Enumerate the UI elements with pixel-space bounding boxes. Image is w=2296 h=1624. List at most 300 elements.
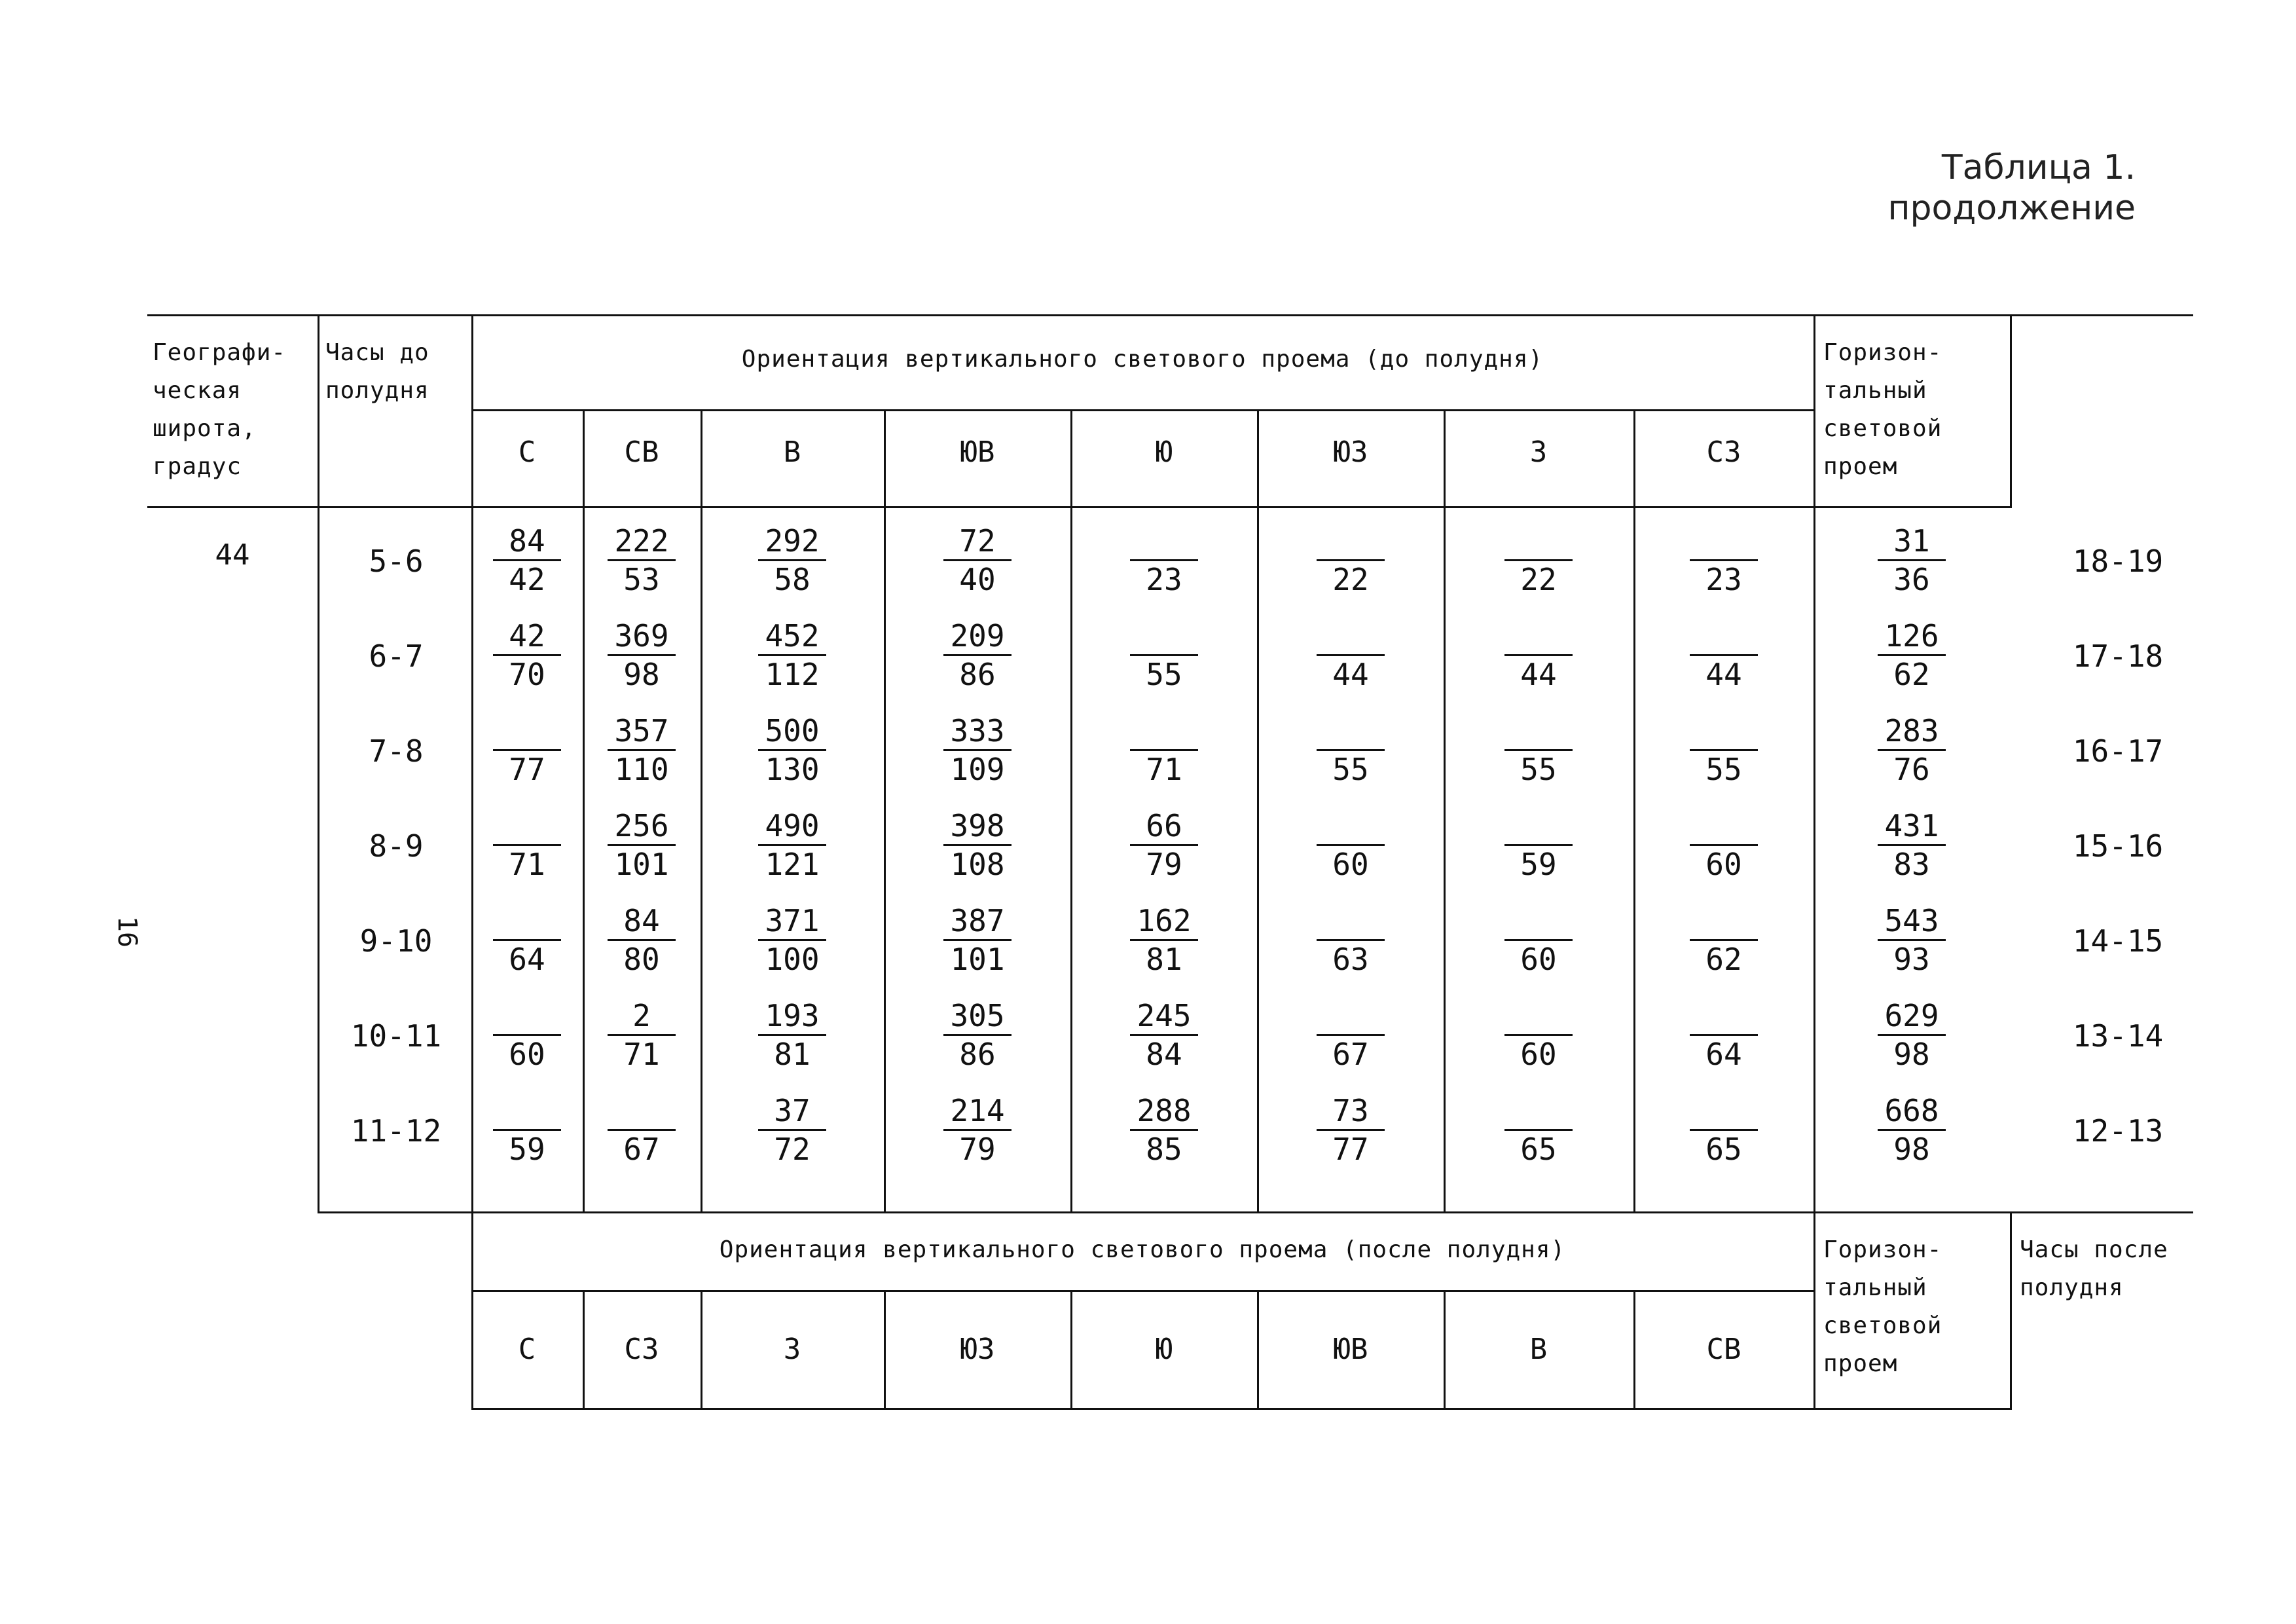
fraction-numerator: 357 xyxy=(614,713,669,748)
fraction-bar xyxy=(1878,1034,1946,1036)
fraction-numerator xyxy=(596,1094,687,1128)
fraction-denominator: 98 xyxy=(623,657,660,692)
fraction-denominator: 101 xyxy=(614,847,669,882)
fraction-numerator: 162 xyxy=(1137,903,1192,938)
fraction-numerator: 431 xyxy=(1884,808,1939,843)
fraction-bar xyxy=(1690,559,1758,561)
fraction-cell xyxy=(1493,904,1584,976)
fraction-bar xyxy=(1504,1034,1573,1036)
fraction-bar xyxy=(943,939,1011,941)
fraction-denominator: 60 xyxy=(1520,942,1557,977)
fraction-cell xyxy=(746,619,838,692)
direction-after-4: ЮЗ xyxy=(960,1333,995,1366)
fraction-cell xyxy=(1118,714,1210,786)
fraction-cell xyxy=(1305,904,1396,976)
fraction-denominator: 71 xyxy=(623,1037,660,1072)
fraction-bar xyxy=(1690,1129,1758,1131)
fraction-cell xyxy=(932,999,1023,1071)
fraction-denominator: 80 xyxy=(623,942,660,977)
fraction-cell xyxy=(1678,904,1770,976)
fraction-numerator: 2 xyxy=(632,998,651,1033)
fraction-cell xyxy=(1305,714,1396,786)
fraction-denominator: 60 xyxy=(1705,847,1742,882)
fraction-numerator xyxy=(1305,999,1396,1033)
fraction-bar xyxy=(1504,1129,1573,1131)
fraction-bar xyxy=(608,844,676,846)
fraction-numerator xyxy=(1678,714,1770,748)
fraction-denominator: 110 xyxy=(614,752,669,787)
hours-after-header: Часы после полудня xyxy=(2020,1236,2168,1301)
fraction-cell xyxy=(1678,524,1770,597)
fraction-cell xyxy=(1678,999,1770,1071)
fraction-cell xyxy=(1493,524,1584,597)
hours-after-value: 12-13 xyxy=(2072,1113,2164,1149)
fraction-denominator: 53 xyxy=(623,562,660,597)
direction-before-3: В xyxy=(783,435,801,469)
fraction-denominator: 121 xyxy=(765,847,820,882)
orientation-before-header: Ориентация вертикального светового проема (до полудня) xyxy=(741,346,1544,373)
fraction-numerator xyxy=(1493,904,1584,938)
fraction-numerator: 668 xyxy=(1884,1093,1939,1128)
orientation-after-header: Ориентация вертикального светового проема (после полудня) xyxy=(719,1236,1566,1263)
fraction-cell xyxy=(1493,1094,1584,1166)
fraction-denominator: 79 xyxy=(1146,847,1182,882)
fraction-numerator: 490 xyxy=(765,808,820,843)
fraction-cell xyxy=(1118,904,1210,976)
fraction-denominator: 22 xyxy=(1332,562,1369,597)
fraction-bar xyxy=(758,939,826,941)
fraction-cell xyxy=(1866,809,1958,881)
fraction-bar xyxy=(1317,749,1385,751)
direction-after-7: В xyxy=(1529,1333,1548,1366)
fraction-denominator: 98 xyxy=(1893,1132,1930,1167)
fraction-cell xyxy=(1305,1094,1396,1166)
fraction-cell xyxy=(1118,1094,1210,1166)
hours-after-value: 13-14 xyxy=(2072,1018,2164,1054)
hours-after-value: 14-15 xyxy=(2072,923,2164,959)
fraction-bar xyxy=(493,1034,561,1036)
fraction-numerator: 288 xyxy=(1137,1093,1192,1128)
fraction-denominator: 55 xyxy=(1332,752,1369,787)
fraction-cell xyxy=(596,809,687,881)
fraction-denominator: 63 xyxy=(1332,942,1369,977)
fraction-denominator: 93 xyxy=(1893,942,1930,977)
fraction-bar xyxy=(943,1034,1011,1036)
fraction-bar xyxy=(1130,1129,1198,1131)
fraction-numerator xyxy=(1493,809,1584,843)
fraction-bar xyxy=(1690,749,1758,751)
fraction-numerator: 333 xyxy=(950,713,1005,748)
fraction-denominator: 72 xyxy=(774,1132,811,1167)
horizontal-header: Горизон- тальный световой проем xyxy=(1823,339,1942,480)
fraction-bar xyxy=(943,1129,1011,1131)
fraction-denominator: 44 xyxy=(1520,657,1557,692)
fraction-bar xyxy=(1130,939,1198,941)
fraction-denominator: 100 xyxy=(765,942,820,977)
fraction-bar xyxy=(608,654,676,656)
fraction-bar xyxy=(1690,1034,1758,1036)
fraction-numerator: 84 xyxy=(509,523,545,559)
direction-before-5: Ю xyxy=(1155,435,1173,469)
rule-col-9-after xyxy=(2010,1211,2012,1410)
fraction-numerator: 292 xyxy=(765,523,820,559)
rule-orient-before xyxy=(471,409,1813,411)
fraction-denominator: 58 xyxy=(774,562,811,597)
fraction-denominator: 22 xyxy=(1520,562,1557,597)
fraction-denominator: 76 xyxy=(1893,752,1930,787)
fraction-cell xyxy=(1493,619,1584,692)
fraction-numerator: 66 xyxy=(1146,808,1182,843)
fraction-numerator xyxy=(481,1094,573,1128)
fraction-numerator: 387 xyxy=(950,903,1005,938)
rule-col-2 xyxy=(701,409,702,1213)
fraction-bar xyxy=(1690,939,1758,941)
fraction-denominator: 55 xyxy=(1520,752,1557,787)
fraction-bar xyxy=(1130,559,1198,561)
direction-after-2: СЗ xyxy=(624,1333,659,1366)
rule-col-8 xyxy=(1813,314,1815,1410)
hours-before-value: 5-6 xyxy=(369,544,424,579)
fraction-numerator xyxy=(1305,714,1396,748)
direction-before-6: ЮЗ xyxy=(1333,435,1368,469)
fraction-cell xyxy=(932,809,1023,881)
fraction-cell xyxy=(596,619,687,692)
fraction-denominator: 81 xyxy=(774,1037,811,1072)
fraction-denominator: 86 xyxy=(959,1037,996,1072)
fraction-bar xyxy=(943,749,1011,751)
fraction-denominator: 62 xyxy=(1705,942,1742,977)
fraction-numerator: 398 xyxy=(950,808,1005,843)
fraction-denominator: 44 xyxy=(1705,657,1742,692)
fraction-cell xyxy=(596,1094,687,1166)
fraction-denominator: 55 xyxy=(1705,752,1742,787)
fraction-bar xyxy=(1130,1034,1198,1036)
fraction-bar xyxy=(493,559,561,561)
fraction-numerator xyxy=(1118,714,1210,748)
fraction-denominator: 70 xyxy=(509,657,545,692)
fraction-numerator: 42 xyxy=(509,618,545,654)
fraction-numerator xyxy=(1118,524,1210,558)
caption-subtitle: продолжение xyxy=(1887,189,2136,228)
fraction-cell xyxy=(932,524,1023,597)
direction-before-7: З xyxy=(1529,435,1548,469)
fraction-numerator: 369 xyxy=(614,618,669,654)
hours-before-value: 10-11 xyxy=(350,1018,442,1054)
fraction-numerator: 371 xyxy=(765,903,820,938)
fraction-numerator xyxy=(1493,619,1584,653)
fraction-denominator: 79 xyxy=(959,1132,996,1167)
fraction-numerator: 126 xyxy=(1884,618,1939,654)
hours-before-value: 8-9 xyxy=(369,828,424,864)
fraction-bar xyxy=(1878,844,1946,846)
hours-before-value: 9-10 xyxy=(359,923,433,959)
fraction-bar xyxy=(608,1034,676,1036)
fraction-numerator: 500 xyxy=(765,713,820,748)
fraction-cell xyxy=(1866,714,1958,786)
fraction-numerator xyxy=(481,714,573,748)
fraction-cell xyxy=(1678,1094,1770,1166)
fraction-denominator: 83 xyxy=(1893,847,1930,882)
fraction-bar xyxy=(608,1129,676,1131)
fraction-denominator: 55 xyxy=(1146,657,1182,692)
fraction-cell xyxy=(481,1094,573,1166)
fraction-cell xyxy=(596,714,687,786)
fraction-bar xyxy=(943,559,1011,561)
fraction-denominator: 59 xyxy=(509,1132,545,1167)
fraction-denominator: 77 xyxy=(509,752,545,787)
fraction-numerator xyxy=(1678,809,1770,843)
fraction-cell xyxy=(932,619,1023,692)
fraction-denominator: 98 xyxy=(1893,1037,1930,1072)
fraction-denominator: 67 xyxy=(623,1132,660,1167)
fraction-denominator: 23 xyxy=(1146,562,1182,597)
fraction-cell xyxy=(1678,619,1770,692)
fraction-numerator xyxy=(1305,524,1396,558)
fraction-bar xyxy=(1317,559,1385,561)
direction-before-1: С xyxy=(518,435,536,469)
fraction-bar xyxy=(1504,844,1573,846)
fraction-numerator xyxy=(1678,619,1770,653)
rule-col-6 xyxy=(1444,409,1446,1213)
fraction-cell xyxy=(1305,619,1396,692)
fraction-bar xyxy=(1504,559,1573,561)
rule-col-7-after xyxy=(1633,1290,1635,1408)
fraction-numerator xyxy=(1678,999,1770,1033)
fraction-numerator xyxy=(1678,524,1770,558)
fraction-bar xyxy=(758,1034,826,1036)
table-caption xyxy=(1888,147,2136,229)
fraction-bar xyxy=(493,749,561,751)
fraction-bar xyxy=(1317,939,1385,941)
fraction-cell xyxy=(746,809,838,881)
fraction-cell xyxy=(1493,999,1584,1071)
fraction-cell xyxy=(1866,1094,1958,1166)
fraction-numerator xyxy=(1118,619,1210,653)
fraction-numerator xyxy=(1493,999,1584,1033)
hours-before-value: 7-8 xyxy=(369,733,424,769)
fraction-cell xyxy=(1866,904,1958,976)
fraction-cell xyxy=(481,619,573,692)
fraction-bar xyxy=(1878,654,1946,656)
fraction-bar xyxy=(1317,844,1385,846)
fraction-numerator: 245 xyxy=(1137,998,1192,1033)
fraction-denominator: 108 xyxy=(950,847,1005,882)
fraction-cell xyxy=(746,714,838,786)
fraction-denominator: 64 xyxy=(509,942,545,977)
direction-after-6: ЮВ xyxy=(1333,1333,1368,1366)
rule-col-1-after xyxy=(583,1290,585,1408)
solar-radiation-table xyxy=(147,314,2193,1421)
fraction-numerator: 73 xyxy=(1332,1093,1369,1128)
fraction-numerator xyxy=(1493,524,1584,558)
fraction-bar xyxy=(493,654,561,656)
rule-col-4-after xyxy=(1070,1290,1072,1408)
fraction-bar xyxy=(1504,939,1573,941)
rule-orient-after xyxy=(471,1290,1813,1292)
fraction-bar xyxy=(1504,749,1573,751)
fraction-bar xyxy=(1317,654,1385,656)
fraction-denominator: 86 xyxy=(959,657,996,692)
fraction-denominator: 112 xyxy=(765,657,820,692)
fraction-denominator: 59 xyxy=(1520,847,1557,882)
fraction-cell xyxy=(1118,999,1210,1071)
fraction-bar xyxy=(1878,939,1946,941)
fraction-cell xyxy=(932,714,1023,786)
fraction-numerator: 305 xyxy=(950,998,1005,1033)
latitude-value: 44 xyxy=(215,538,250,572)
fraction-bar xyxy=(758,654,826,656)
fraction-cell xyxy=(1866,524,1958,597)
hours-before-value: 6-7 xyxy=(369,638,424,674)
fraction-numerator: 222 xyxy=(614,523,669,559)
fraction-denominator: 65 xyxy=(1705,1132,1742,1167)
fraction-numerator: 214 xyxy=(950,1093,1005,1128)
direction-after-3: З xyxy=(783,1333,801,1366)
rule-latitude-right xyxy=(318,314,319,1213)
rule-col-5 xyxy=(1257,409,1259,1213)
direction-after-1: С xyxy=(518,1333,536,1366)
fraction-numerator xyxy=(1305,809,1396,843)
fraction-denominator: 62 xyxy=(1893,657,1930,692)
direction-after-8: СВ xyxy=(1706,1333,1741,1366)
fraction-bar xyxy=(758,1129,826,1131)
fraction-cell xyxy=(1118,524,1210,597)
rule-col-9 xyxy=(2010,314,2012,508)
fraction-cell xyxy=(481,714,573,786)
fraction-bar xyxy=(1690,844,1758,846)
fraction-denominator: 71 xyxy=(1146,752,1182,787)
fraction-denominator: 77 xyxy=(1332,1132,1369,1167)
hours-before-value: 11-12 xyxy=(350,1113,442,1149)
fraction-cell xyxy=(481,904,573,976)
fraction-cell xyxy=(1866,619,1958,692)
fraction-denominator: 36 xyxy=(1893,562,1930,597)
rule-col-7 xyxy=(1633,409,1635,1213)
fraction-cell xyxy=(1678,714,1770,786)
fraction-numerator: 72 xyxy=(959,523,996,559)
fraction-cell xyxy=(932,904,1023,976)
rule-col-3-after xyxy=(884,1290,886,1408)
fraction-cell xyxy=(1493,809,1584,881)
fraction-cell xyxy=(596,524,687,597)
horizontal-after-header: Горизон- тальный световой проем xyxy=(1823,1236,1942,1377)
hours-after-value: 18-19 xyxy=(2072,544,2164,579)
fraction-bar xyxy=(1130,654,1198,656)
fraction-bar xyxy=(758,559,826,561)
fraction-numerator xyxy=(1493,714,1584,748)
fraction-denominator: 101 xyxy=(950,942,1005,977)
fraction-denominator: 40 xyxy=(959,562,996,597)
fraction-numerator: 283 xyxy=(1884,713,1939,748)
fraction-bar xyxy=(1130,749,1198,751)
fraction-denominator: 71 xyxy=(509,847,545,882)
fraction-numerator xyxy=(481,904,573,938)
fraction-denominator: 130 xyxy=(765,752,820,787)
fraction-numerator: 193 xyxy=(765,998,820,1033)
fraction-denominator: 44 xyxy=(1332,657,1369,692)
fraction-numerator xyxy=(481,999,573,1033)
fraction-numerator xyxy=(481,809,573,843)
direction-before-2: СВ xyxy=(624,435,659,469)
fraction-cell xyxy=(746,904,838,976)
fraction-bar xyxy=(943,844,1011,846)
fraction-numerator: 37 xyxy=(774,1093,811,1128)
fraction-bar xyxy=(1317,1129,1385,1131)
fraction-numerator: 84 xyxy=(623,903,660,938)
fraction-denominator: 84 xyxy=(1146,1037,1182,1072)
rule-col-1 xyxy=(583,409,585,1213)
fraction-numerator xyxy=(1678,904,1770,938)
fraction-denominator: 60 xyxy=(509,1037,545,1072)
direction-before-8: СЗ xyxy=(1706,435,1741,469)
hours-after-value: 15-16 xyxy=(2072,828,2164,864)
fraction-numerator xyxy=(1493,1094,1584,1128)
hours-after-value: 17-18 xyxy=(2072,638,2164,674)
fraction-bar xyxy=(1130,844,1198,846)
fraction-cell xyxy=(481,809,573,881)
direction-before-4: ЮВ xyxy=(960,435,995,469)
fraction-cell xyxy=(596,904,687,976)
fraction-bar xyxy=(608,749,676,751)
latitude-header: Географи- ческая широта, градус xyxy=(153,339,287,480)
fraction-denominator: 42 xyxy=(509,562,545,597)
direction-after-5: Ю xyxy=(1155,1333,1173,1366)
rule-col-5-after xyxy=(1257,1290,1259,1408)
fraction-bar xyxy=(758,844,826,846)
fraction-cell xyxy=(932,1094,1023,1166)
fraction-cell xyxy=(746,999,838,1071)
fraction-cell xyxy=(1305,524,1396,597)
fraction-bar xyxy=(1504,654,1573,656)
fraction-denominator: 85 xyxy=(1146,1132,1182,1167)
fraction-bar xyxy=(1878,559,1946,561)
fraction-bar xyxy=(943,654,1011,656)
fraction-cell xyxy=(1678,809,1770,881)
rule-top xyxy=(147,314,2193,316)
fraction-bar xyxy=(758,749,826,751)
fraction-numerator xyxy=(1305,619,1396,653)
rule-col-2-after xyxy=(701,1290,702,1408)
fraction-cell xyxy=(746,1094,838,1166)
fraction-numerator: 31 xyxy=(1893,523,1930,559)
rule-col-6-after xyxy=(1444,1290,1446,1408)
fraction-cell xyxy=(481,524,573,597)
fraction-bar xyxy=(493,844,561,846)
fraction-numerator: 629 xyxy=(1884,998,1939,1033)
fraction-cell xyxy=(746,524,838,597)
fraction-bar xyxy=(493,939,561,941)
hours-after-value: 16-17 xyxy=(2072,733,2164,769)
fraction-denominator: 67 xyxy=(1332,1037,1369,1072)
fraction-numerator xyxy=(1678,1094,1770,1128)
hours-before-header: Часы до полудня xyxy=(325,339,429,404)
fraction-denominator: 23 xyxy=(1705,562,1742,597)
page-number: 16 xyxy=(112,915,143,948)
fraction-bar xyxy=(1878,749,1946,751)
rule-body-bottom xyxy=(318,1211,2193,1213)
fraction-denominator: 60 xyxy=(1332,847,1369,882)
fraction-denominator: 109 xyxy=(950,752,1005,787)
fraction-bar xyxy=(608,939,676,941)
fraction-cell xyxy=(481,999,573,1071)
fraction-cell xyxy=(1118,619,1210,692)
fraction-denominator: 65 xyxy=(1520,1132,1557,1167)
fraction-cell xyxy=(1305,999,1396,1071)
rule-col-3 xyxy=(884,409,886,1213)
fraction-cell xyxy=(1866,999,1958,1071)
fraction-cell xyxy=(1493,714,1584,786)
fraction-numerator xyxy=(1305,904,1396,938)
